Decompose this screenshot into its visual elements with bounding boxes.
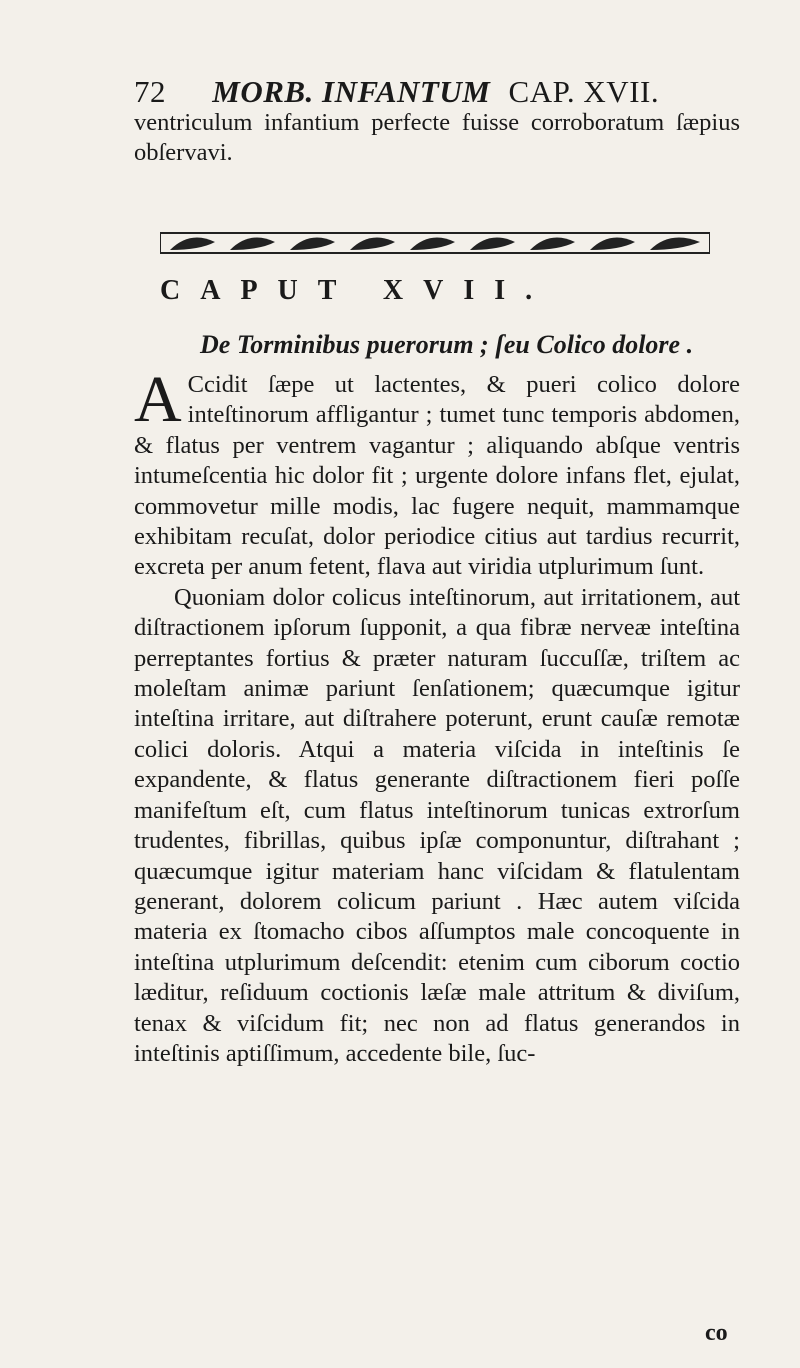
chapter-subtitle: De Torminibus puerorum ; ſeu Colico dolore . [200,330,694,359]
running-head [134,74,734,110]
paragraph-1 [134,363,740,583]
drop-cap: A [134,363,182,436]
intro-text [134,108,740,168]
ornament-band-icon [160,230,710,256]
intro-paragraph: ventriculum infantium perfecte fuisse corroboratum ſæpius obſervavi. [134,109,740,166]
paragraph-2: Quoniam dolor colicus inteſtinorum, aut irritationem, aut diſtractionem ipſorum ſupponit, a qua fibræ nerveæ inteſtina perreptantes fortius & præter naturam ſuccuſſæ, triſtem ac moleſtam animæ pariunt ſenſationem; quæcumque igitur inteſtina irritare, aut diſtrahere poterunt, erunt cauſæ remotæ colici doloris. Atqui a materia viſcida in inteſtinis ſe expandente, & flatus generante diſtractionem fieri poſſe manifeſtum eſt, cum flatus inteſtinorum tunicas extrorſum trudentes, fibrillas, quibus ipſæ componuntur, diſtrahant ; quæcumque igitur materiam hanc viſcidam & flatulentam generant, dolorem colicum pariunt . Hæc autem viſcida materia ex ſtomacho cibos aſſumptos male concoquente in inteſtina utplurimum deſcendit: etenim cum ciborum coctio læditur, reſiduum coctionis læſæ male attritum & diviſum, tenax & viſcidum fit; nec non ad flatus generandos in inteſtinis aptiſſimum, accedente bile, ſuc- [134,583,740,1067]
catchword: co [705,1320,728,1346]
paragraph-1-text: Ccidit ſæpe ut lactentes, & pueri colico dolore inteſtinorum affligantur ; tumet tunc temporis abdomen, & flatus per ventrem vagantur ; aliquando abſque ventris intumeſcentia hic dolor fit ; urgente dolore infans flet, ejulat, commovetur mille modis, lac fugere nequit, mammamque exhibitam recuſat, dolor periodice citius aut tardius recurrit, excreta per anum fetent, flava aut viridia utplurimum ſunt. [134,371,740,581]
chapter-heading: CAPUT XVII. [160,275,553,306]
main-text [134,363,740,1069]
running-chapter: CAP. XVII. [508,74,660,109]
page-number: 72 [134,74,166,109]
running-title: MORB. INFANTUM [212,74,491,109]
